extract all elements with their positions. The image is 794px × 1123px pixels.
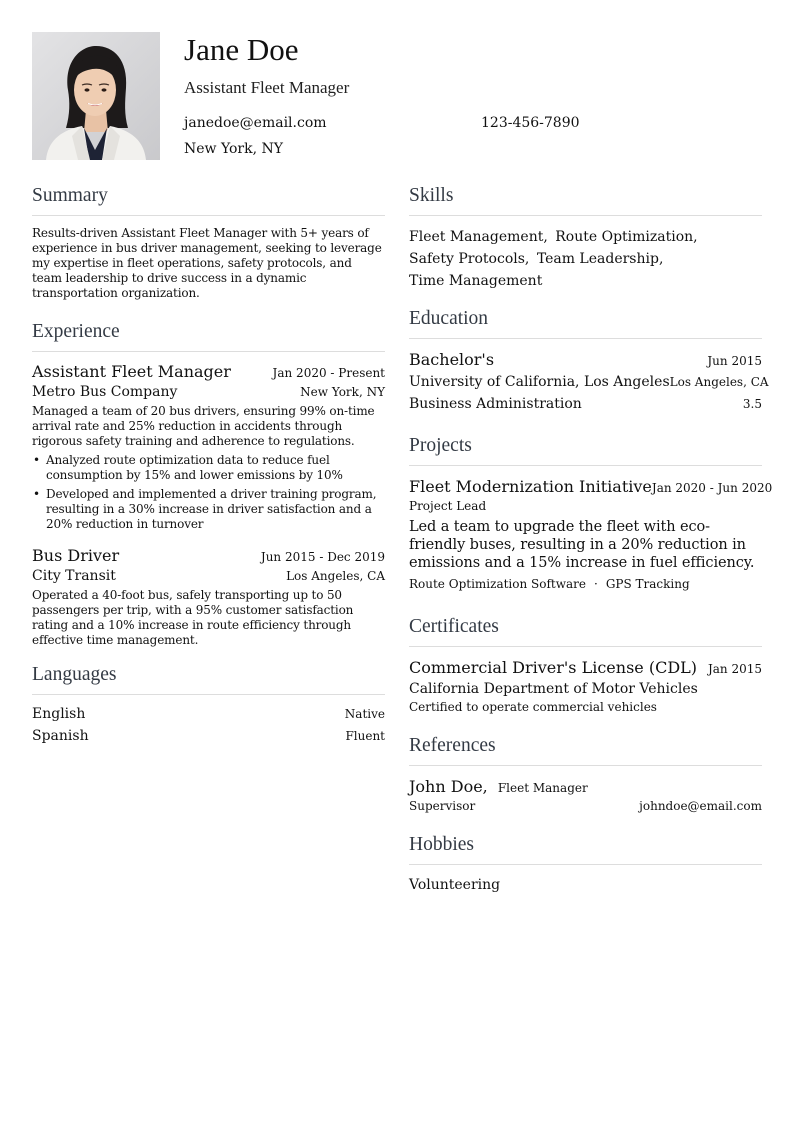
section-title-experience: Experience [32, 319, 385, 352]
reference-position: Fleet Manager [497, 781, 588, 795]
skill-item: Team Leadership, [536, 251, 664, 267]
candidate-title: Assistant Fleet Manager [184, 78, 350, 97]
experience-description: Managed a team of 20 bus drivers, ensuring 99% on-time arrival rate and 25% reduction in accidents through rigorous safety training and adherence to regulations. [32, 404, 375, 448]
project-dates: Jan 2020 - Jun 2020 [651, 481, 773, 495]
section-title-references: References [409, 733, 762, 766]
summary-text: Results-driven Assistant Fleet Manager with 5+ years of experience in bus driver management, seeking to leverage my expertise in fleet operations, safety protocols, and team leadership to drive success in a dynamic transportation organization. [32, 226, 382, 300]
reference-email[interactable]: johndoe@email.com [639, 799, 762, 813]
language-item [32, 705, 385, 724]
reference-header [409, 776, 762, 798]
education-item [409, 349, 769, 415]
certificate-issuer: California Department of Motor Vehicles [409, 681, 698, 697]
experience-company: Metro Bus Company [32, 384, 178, 400]
experience-location: New York, NY [300, 385, 385, 399]
skill-item: Safety Protocols, [409, 251, 530, 267]
education-header [409, 349, 762, 371]
education-field: Business Administration [409, 396, 582, 412]
certificate-date: Jan 2015 [707, 662, 762, 676]
project-header [409, 476, 773, 498]
language-level: Fluent [345, 729, 385, 743]
language-item [32, 727, 385, 746]
separator-dot-icon: · [594, 577, 598, 591]
right-column [409, 183, 773, 895]
education-school: University of California, Los Angeles [409, 374, 670, 390]
left-column [32, 183, 385, 749]
education-location: Los Angeles, CA [669, 375, 769, 389]
project-description: Led a team to upgrade the fleet with eco-friendly buses, resulting in a 20% reduction in emissions and a 15% increase in fuel efficiency. [409, 519, 755, 571]
experience-location: Los Angeles, CA [286, 569, 385, 583]
project-tech-item: GPS Tracking [605, 577, 690, 591]
experience-highlights [32, 453, 385, 532]
experience-subheader [32, 382, 385, 402]
project-item [409, 476, 773, 592]
section-title-summary: Summary [32, 183, 385, 216]
section-title-languages: Languages [32, 662, 385, 695]
certificate-description: Certified to operate commercial vehicles [409, 700, 657, 714]
reference-details [409, 798, 762, 814]
experience-item [32, 362, 385, 532]
profile-photo [32, 32, 160, 160]
section-title-certificates: Certificates [409, 614, 762, 647]
highlight-item [32, 453, 385, 483]
contact-email[interactable]: janedoe@email.com [184, 115, 327, 131]
experience-subheader [32, 566, 385, 586]
certificate-name: Commercial Driver's License (CDL) [409, 658, 698, 677]
reference-item [409, 776, 762, 814]
project-name: Fleet Modernization Initiative [409, 477, 652, 496]
highlight-text: Developed and implemented a driver training program, resulting in a 30% increase in driver satisfaction and a 20% reduction in turnover [46, 487, 377, 531]
project-tech-item: Route Optimization Software [409, 577, 586, 591]
experience-role: Assistant Fleet Manager [32, 362, 231, 381]
education-school-row [409, 371, 769, 393]
portrait-image [32, 32, 160, 160]
section-title-projects: Projects [409, 433, 762, 466]
language-level: Native [344, 707, 385, 721]
education-field-row [409, 393, 762, 415]
section-title-education: Education [409, 306, 762, 339]
project-tech-list [409, 576, 762, 592]
language-name: English [32, 706, 86, 722]
skill-item: Time Management [409, 273, 543, 289]
contact-location: New York, NY [184, 141, 283, 157]
hobby-item: Volunteering [409, 877, 501, 893]
education-degree: Bachelor's [409, 350, 495, 369]
skills-list [409, 226, 762, 292]
experience-header [32, 546, 385, 566]
highlight-text: Analyzed route optimization data to reduce fuel consumption by 15% and lower emissions by 10% [46, 453, 343, 482]
experience-role: Bus Driver [32, 546, 120, 565]
language-name: Spanish [32, 728, 89, 744]
experience-item [32, 546, 385, 648]
certificate-header [409, 657, 762, 679]
skill-item: Fleet Management, [409, 229, 548, 245]
contact-phone[interactable]: 123-456-7890 [481, 115, 580, 131]
experience-description: Operated a 40-foot bus, safely transporting up to 50 passengers per trip, with a 95% customer satisfaction rating and a 10% increase in route efficiency through effective time management. [32, 588, 354, 647]
experience-dates: Jun 2015 - Dec 2019 [260, 550, 385, 564]
education-gpa: 3.5 [742, 397, 762, 411]
section-title-hobbies: Hobbies [409, 832, 762, 865]
section-title-skills: Skills [409, 183, 762, 216]
education-date: Jun 2015 [707, 354, 762, 368]
experience-header [32, 362, 385, 382]
skill-item: Route Optimization, [555, 229, 698, 245]
highlight-item [32, 487, 385, 532]
reference-name: John Doe, [409, 777, 488, 796]
bullet-icon: • [33, 487, 40, 501]
experience-company: City Transit [32, 568, 116, 584]
certificate-item [409, 657, 762, 715]
candidate-name: Jane Doe [184, 32, 299, 67]
reference-relation: Supervisor [409, 799, 476, 813]
bullet-icon: • [33, 453, 40, 467]
experience-dates: Jan 2020 - Present [272, 366, 385, 380]
project-role: Project Lead [409, 499, 487, 513]
